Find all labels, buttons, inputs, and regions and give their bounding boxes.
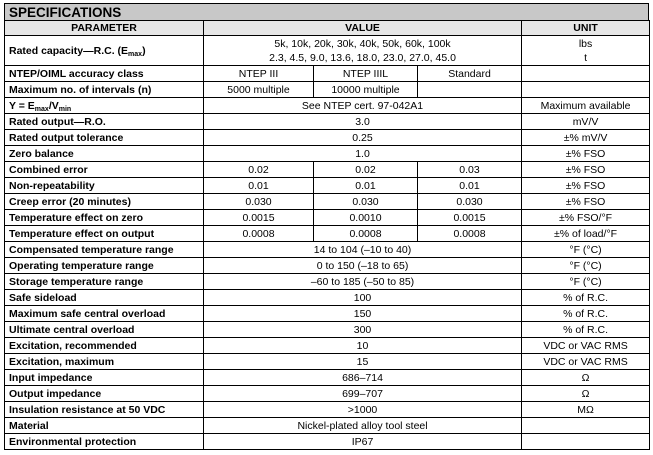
row-unit [522,434,650,450]
row-label: Excitation, maximum [5,354,204,370]
row-value-1: 0.01 [204,178,314,194]
row-value: 699–707 [204,386,522,402]
row-unit: ±% of load/°F [522,226,650,242]
row-unit: ±% FSO [522,194,650,210]
row-value-1: 0.02 [204,162,314,178]
row-unit: ±% FSO/°F [522,210,650,226]
row-unit [522,36,650,66]
row-label: Temperature effect on zero [5,210,204,226]
row-unit: Ω [522,386,650,402]
row-value: 0.25 [204,130,522,146]
row-label: Zero balance [5,146,204,162]
row-value-3: Standard [418,66,522,82]
row-excitation-maximum [5,354,650,370]
row-ntep-class [5,66,650,82]
row-temperature-effect-on-zero [5,210,650,226]
row-unit: mV/V [522,114,650,130]
row-value [204,36,522,66]
row-non-repeatability [5,178,650,194]
row-label: Ultimate central overload [5,322,204,338]
header-parameter: PARAMETER [5,21,204,36]
row-value: 3.0 [204,114,522,130]
row-label: Input impedance [5,370,204,386]
row-unit: ±% FSO [522,178,650,194]
row-value: –60 to 185 (–50 to 85) [204,274,522,290]
row-unit: % of R.C. [522,290,650,306]
row-label: NTEP/OIML accuracy class [5,66,204,82]
row-rated-capacity [5,36,650,66]
row-value-1: 0.030 [204,194,314,210]
row-compensated-temperature-range [5,242,650,258]
row-creep-error-20-minutes [5,194,650,210]
row-label: Non-repeatability [5,178,204,194]
row-value-2: 0.0010 [314,210,418,226]
row-safe-sideload [5,290,650,306]
row-value-2: 0.030 [314,194,418,210]
row-value-3 [418,82,522,98]
row-unit: % of R.C. [522,322,650,338]
row-value-3: 0.01 [418,178,522,194]
row-unit: Maximum available [522,98,650,114]
row-label: Insulation resistance at 50 VDC [5,402,204,418]
row-value: >1000 [204,402,522,418]
row-value: 0 to 150 (–18 to 65) [204,258,522,274]
row-value: IP67 [204,434,522,450]
row-label: Output impedance [5,386,204,402]
row-y-ratio [5,98,650,114]
row-rated-output-tolerance [5,130,650,146]
row-ultimate-central-overload [5,322,650,338]
row-label: Combined error [5,162,204,178]
row-value-2: 0.02 [314,162,418,178]
row-max-intervals [5,82,650,98]
row-unit: ±% mV/V [522,130,650,146]
row-unit: °F (°C) [522,274,650,290]
row-value: 15 [204,354,522,370]
row-label: Operating temperature range [5,258,204,274]
row-unit: °F (°C) [522,242,650,258]
row-unit: VDC or VAC RMS [522,338,650,354]
row-combined-error [5,162,650,178]
row-unit: Ω [522,370,650,386]
row-label: Creep error (20 minutes) [5,194,204,210]
row-label: $Y = E_{max}/V_{min}$ [5,98,204,114]
row-label: Maximum no. of intervals (n) [5,82,204,98]
row-unit: VDC or VAC RMS [522,354,650,370]
row-value: See NTEP cert. 97-042A1 [204,98,522,114]
row-unit: MΩ [522,402,650,418]
row-zero-balance [5,146,650,162]
row-label: Storage temperature range [5,274,204,290]
row-material [5,418,650,434]
unit-t: t [584,51,587,64]
row-value-1: 5000 multiple [204,82,314,98]
row-value-3: 0.0008 [418,226,522,242]
capacity-values-lbs: 5k, 10k, 20k, 30k, 40k, 50k, 60k, 100k [274,37,451,50]
row-value: 14 to 104 (–10 to 40) [204,242,522,258]
row-operating-temperature-range [5,258,650,274]
unit-lbs: lbs [578,37,593,50]
row-maximum-safe-central-overload [5,306,650,322]
row-value: 1.0 [204,146,522,162]
row-value-2: 0.01 [314,178,418,194]
row-storage-temperature-range [5,274,650,290]
row-label: Rated output—R.O. [5,114,204,130]
row-input-impedance [5,370,650,386]
row-label: Temperature effect on output [5,226,204,242]
row-value-3: 0.03 [418,162,522,178]
row-label: Material [5,418,204,434]
row-label: Safe sideload [5,290,204,306]
row-value-2: 10000 multiple [314,82,418,98]
row-unit [522,418,650,434]
row-label: Excitation, recommended [5,338,204,354]
row-value-1: 0.0008 [204,226,314,242]
row-unit: % of R.C. [522,306,650,322]
specifications-table [4,20,650,450]
capacity-values-t: 2.3, 4.5, 9.0, 13.6, 18.0, 23.0, 27.0, 45.0 [269,51,456,64]
row-unit: ±% FSO [522,162,650,178]
row-rated-output-r-o [5,114,650,130]
row-value-3: 0.0015 [418,210,522,226]
row-value-2: NTEP IIIL [314,66,418,82]
row-value-1: NTEP III [204,66,314,82]
row-label: Rated capacity—R.C. $(E_{max})$ [5,36,204,66]
row-unit [522,66,650,82]
row-unit: ±% FSO [522,146,650,162]
row-value: 100 [204,290,522,306]
row-value: 300 [204,322,522,338]
row-value-2: 0.0008 [314,226,418,242]
row-label: Maximum safe central overload [5,306,204,322]
row-value: 686–714 [204,370,522,386]
row-insulation-resistance-at-50-vdc [5,402,650,418]
row-unit [522,82,650,98]
header-value: VALUE [204,21,522,36]
row-label: Environmental protection [5,434,204,450]
row-value: Nickel-plated alloy tool steel [204,418,522,434]
row-value-1: 0.0015 [204,210,314,226]
row-value: 150 [204,306,522,322]
header-row [5,21,650,36]
row-unit: °F (°C) [522,258,650,274]
row-output-impedance [5,386,650,402]
row-environmental-protection [5,434,650,450]
row-label: Compensated temperature range [5,242,204,258]
row-value: 10 [204,338,522,354]
row-value-3: 0.030 [418,194,522,210]
row-temperature-effect-on-output [5,226,650,242]
section-title: SPECIFICATIONS [4,3,649,20]
row-excitation-recommended [5,338,650,354]
header-unit: UNIT [522,21,650,36]
row-label: Rated output tolerance [5,130,204,146]
